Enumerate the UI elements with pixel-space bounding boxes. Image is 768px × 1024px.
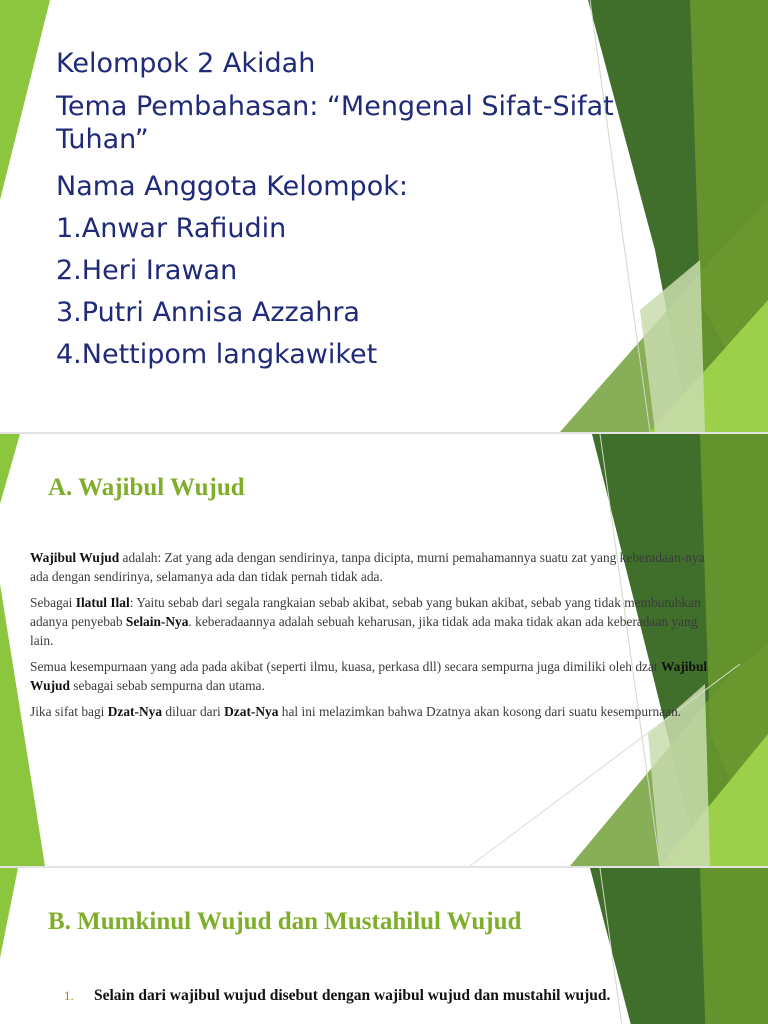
member-item: 1.Anwar Rafiudin xyxy=(56,212,287,244)
paragraph-text: . keberadaannya adalah sebuah keharusan, jika tidak ada maka tidak akan ada keberadaan yang lain. xyxy=(30,614,698,648)
paragraph-1 xyxy=(30,548,720,586)
paragraph-text: Sebagai xyxy=(30,595,76,610)
section-heading: B. Mumkinul Wujud dan Mustahilul Wujud xyxy=(48,908,522,935)
slide-1-content xyxy=(56,48,656,381)
term: Ilatul Ilal xyxy=(75,595,130,610)
paragraph-text: : Yaitu sebab dari segala rangkaian sebab akibat, sebab yang bukan akibat, sebab yang tidak membutuhkan adanya penyebab xyxy=(30,595,701,629)
right-mid-green-shape xyxy=(700,868,768,1024)
numbered-list xyxy=(64,986,664,1006)
members-label: Nama Anggota Kelompok: xyxy=(56,170,408,202)
left-green-triangle xyxy=(0,868,18,958)
slide-1 xyxy=(0,0,768,432)
term: Dzat-Nya xyxy=(224,704,279,719)
left-green-triangle xyxy=(0,0,50,200)
list-item-text: Selain dari wajibul wujud disebut dengan wajibul wujud dan mustahil wujud. xyxy=(94,987,611,1004)
paragraph-2 xyxy=(30,593,720,650)
left-top-sliver xyxy=(0,434,20,504)
paragraph-text: hal ini melazimkan bahwa Dzatnya akan kosong dari suatu kesempurnaan. xyxy=(278,704,682,719)
term: Wajibul Wujud xyxy=(30,550,120,565)
slide-2 xyxy=(0,434,768,866)
paragraph-4 xyxy=(30,702,720,721)
paragraph-text: Jika sifat bagi xyxy=(30,704,108,719)
paragraph-text: sebagai sebab sempurna dan utama. xyxy=(69,678,265,693)
paragraph-text: Semua kesempurnaan yang ada pada akibat (seperti ilmu, kuasa, perkasa dll) secara sempurna juga dimiliki oleh dzat xyxy=(30,659,661,674)
paragraph-text: adalah: Zat yang ada dengan sendirinya, tanpa dicipta, murni pemahamannya suatu zat yang keberadaan-nya ada dengan sendirinya, selamanya ada dan tidak pernah tidak ada. xyxy=(30,550,705,584)
members-list xyxy=(56,171,656,372)
member-item: 3.Putri Annisa Azzahra xyxy=(56,296,360,328)
term: Selain-Nya xyxy=(125,614,189,629)
member-item: 4.Nettipom langkawiket xyxy=(56,338,378,370)
slide-3 xyxy=(0,868,768,1024)
paragraph-3 xyxy=(30,657,720,695)
slide-2-body xyxy=(30,548,720,728)
term: Dzat-Nya xyxy=(107,704,163,719)
term: Wajibul Wujud xyxy=(30,659,708,693)
slide-title: Kelompok 2 Akidah xyxy=(56,48,316,79)
list-item xyxy=(64,986,664,1006)
section-heading: A. Wajibul Wujud xyxy=(48,474,245,501)
paragraph-text: diluar dari xyxy=(162,704,225,719)
list-number: 1. xyxy=(64,988,74,1003)
member-item: 2.Heri Irawan xyxy=(56,254,238,286)
theme-title: Tema Pembahasan: “Mengenal Sifat-Sifat Tuhan” xyxy=(56,90,614,155)
